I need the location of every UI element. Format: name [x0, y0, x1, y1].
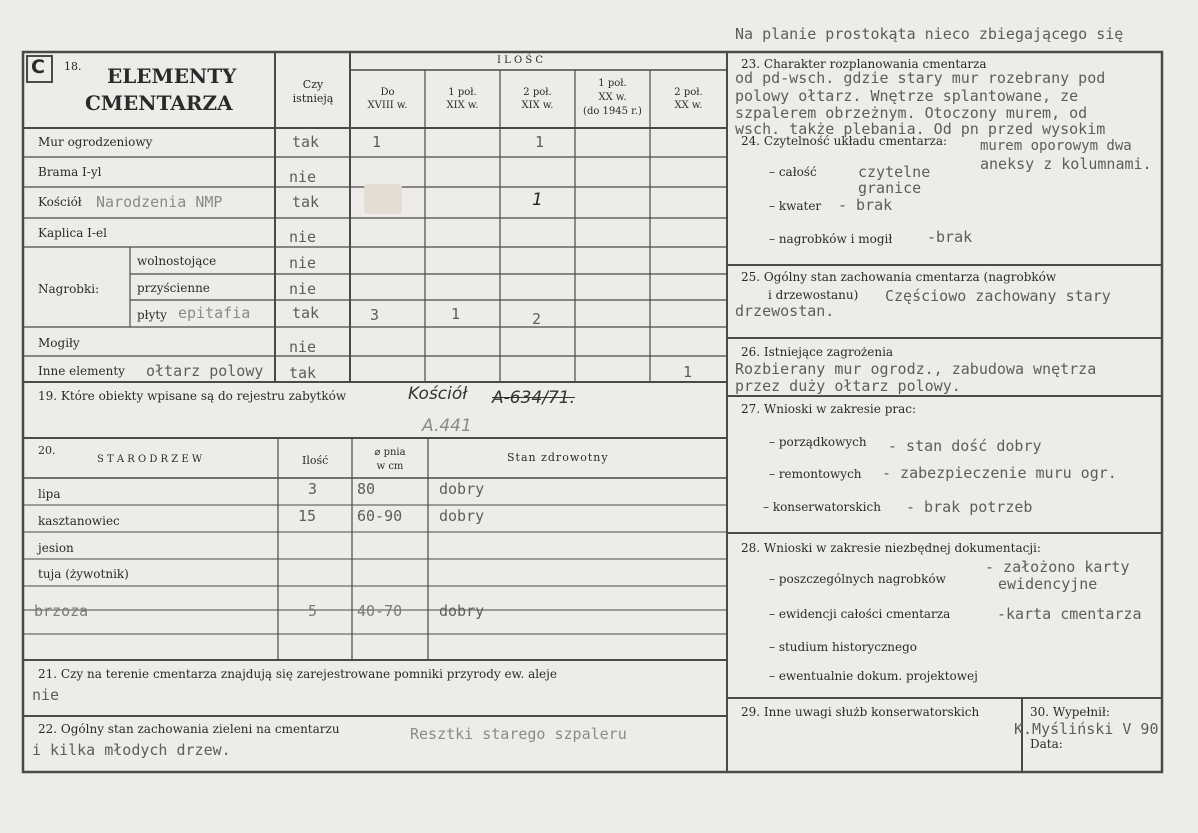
period-2: 2 poł. XIX w.: [521, 87, 554, 111]
row-przys-label: przyścienne: [137, 281, 210, 295]
q24-whole: – całość: [769, 165, 817, 179]
q19-hand-2: A-634/71.: [492, 388, 575, 408]
tree-row-0-qty: 3: [308, 480, 318, 498]
row-brama-exists: nie: [289, 168, 317, 186]
q24-graves: – nagrobków i mogił: [769, 232, 893, 246]
q28-p2: – ewidencji całości cmentarza: [769, 607, 951, 621]
trees-col-qty: Ilość: [302, 454, 329, 467]
q26-answer-2: przez duży ołtarz polowy.: [735, 377, 961, 395]
tree-row-1-qty: 15: [298, 507, 317, 525]
row-plyty-v0: 3: [370, 306, 380, 324]
q27-p3: – konserwatorskich: [763, 500, 881, 514]
period-0: Do XVIII w.: [367, 87, 408, 111]
section-18-number: 18.: [64, 60, 82, 73]
row-plyty-v2: 2: [532, 310, 542, 328]
q24-label: 24. Czytelność układu cmentarza:: [741, 134, 948, 148]
row-inne-label: Inne elementy: [38, 364, 125, 378]
row-nagrobki-label: Nagrobki:: [38, 282, 100, 296]
row-przys-exists: nie: [289, 280, 317, 298]
row-mogily-exists: nie: [289, 338, 317, 356]
period-3: 1 poł. XX w. (do 1945 r.): [583, 78, 642, 117]
q22-label: 22. Ogólny stan zachowania zieleni na cmentarzu: [38, 722, 340, 736]
q23-line-5: murem oporowym dwa: [980, 138, 1132, 154]
q25-label-2: i drzewostanu): [768, 288, 859, 302]
q23-line-2: polowy ołtarz. Wnętrze splantowane, ze: [735, 87, 1079, 105]
q24-graves-a: -brak: [927, 228, 973, 246]
tree-row-1-name: kasztanowiec: [38, 514, 120, 528]
row-plyty-label: płyty: [137, 308, 167, 322]
row-kosciol-label: Kościół: [38, 195, 82, 209]
q20-number: 20.: [38, 444, 56, 457]
tree-row-1-diam: 60-90: [357, 507, 403, 525]
trees-col-diam: ⌀ pnia w cm: [374, 447, 406, 472]
row-wolno-label: wolnostojące: [137, 254, 217, 268]
row-inne-v4: 1: [683, 363, 693, 381]
q28-p3: – studium historycznego: [769, 640, 918, 654]
tree-row-4-qty: 5: [308, 602, 318, 620]
q24-whole-a1: czytelne: [858, 163, 931, 181]
q19-hand-3: A.441: [422, 416, 472, 436]
q25-label: 25. Ogólny stan zachowania cmentarza (nagrobków: [741, 270, 1057, 284]
q22-answer-1: Resztki starego szpaleru: [410, 725, 627, 743]
q27-a2: - zabezpieczenie muru ogr.: [882, 464, 1117, 482]
q23-line-6: aneksy z kolumnami.: [980, 155, 1152, 173]
row-mur-v0: 1: [372, 133, 382, 151]
trees-col-state: Stan zdrowotny: [507, 451, 609, 464]
q30-date: Data:: [1030, 737, 1063, 751]
row-plyty-name: epitafia: [178, 304, 251, 322]
q24-whole-a2: granice: [858, 179, 922, 197]
row-mogily-label: Mogiły: [38, 336, 80, 350]
row-mur-exists: tak: [292, 133, 320, 151]
q25-answer-2: drzewostan.: [735, 302, 835, 320]
q22-answer-2: i kilka młodych drzew.: [32, 741, 231, 759]
period-4: 2 poł. XX w.: [674, 87, 703, 111]
col-exists-header: Czy istnieją: [292, 78, 334, 105]
row-mur-v2: 1: [535, 133, 545, 151]
q21-answer: nie: [32, 686, 60, 704]
card-letter: C: [31, 56, 45, 78]
q29-label: 29. Inne uwagi służb konserwatorskich: [741, 705, 980, 719]
tree-row-3-name: tuja (żywotnik): [38, 567, 129, 581]
q23-line-1: od pd-wsch. gdzie stary mur rozebrany pod: [735, 69, 1106, 87]
period-1: 1 poł. XIX w.: [446, 87, 479, 111]
top-note: Na planie prostokąta nieco zbiegającego się: [735, 25, 1124, 43]
q28-p4: – ewentualnie dokum. projektowej: [769, 669, 978, 683]
q27-p1: – porządkowych: [769, 435, 867, 449]
tree-row-4-diam: 40-70: [357, 602, 403, 620]
paper-patch: [364, 184, 402, 214]
q27-label: 27. Wnioski w zakresie prac:: [741, 402, 917, 416]
q30-name: K.Myśliński V 90: [1014, 720, 1159, 738]
q28-p1: – poszczególnych nagrobków: [769, 572, 946, 586]
trees-title: S T A R O D R Z E W: [97, 454, 203, 465]
row-kaplica-exists: nie: [289, 228, 317, 246]
q19-label: 19. Które obiekty wpisane są do rejestru zabytków: [38, 389, 347, 403]
q28-a1b: ewidencyjne: [998, 575, 1098, 593]
tree-row-0-name: lipa: [38, 487, 61, 501]
q27-a1: - stan dość dobry: [888, 437, 1042, 455]
q28-a2: -karta cmentarza: [997, 605, 1142, 623]
q30-label: 30. Wypełnił:: [1030, 705, 1110, 719]
q28-label: 28. Wnioski w zakresie niezbędnej dokumentacji:: [741, 541, 1041, 555]
row-plyty-exists: tak: [292, 304, 320, 322]
row-inne-exists: tak: [289, 364, 317, 382]
q24-quarters: – kwater: [769, 199, 822, 213]
row-kaplica-label: Kaplica I-el: [38, 226, 107, 240]
elements-title-1: ELEMENTY: [107, 64, 237, 88]
row-plyty-v1: 1: [451, 305, 461, 323]
row-kosciol-v2: 1: [532, 190, 543, 210]
row-inne-name: ołtarz polowy: [146, 362, 264, 380]
q27-a3: - brak potrzeb: [906, 498, 1033, 516]
q25-answer-1: Częściowo zachowany stary: [885, 287, 1111, 305]
q26-label: 26. Istniejące zagrożenia: [741, 345, 894, 359]
q19-hand-1: Kościół: [408, 384, 468, 404]
row-mur-label: Mur ogrodzeniowy: [38, 135, 153, 149]
tree-row-2-name: jesion: [38, 541, 74, 555]
q23-line-4: wsch. także plebania. Od pn przed wysokim: [735, 120, 1106, 138]
tree-row-4-state: dobry: [439, 602, 485, 620]
row-wolno-exists: nie: [289, 254, 317, 272]
row-kosciol-name: Narodzenia NMP: [96, 193, 223, 211]
q28-a1a: - założono karty: [985, 558, 1130, 576]
tree-row-0-state: dobry: [439, 480, 485, 498]
row-brama-label: Brama I-yl: [38, 165, 102, 179]
tree-row-4-name: brzoza: [34, 602, 89, 620]
elements-title-2: CMENTARZA: [85, 91, 233, 115]
q21-label: 21. Czy na terenie cmentarza znajdują się zarejestrowane pomniki przyrody ew. aleje: [38, 667, 557, 681]
tree-row-1-state: dobry: [439, 507, 485, 525]
q26-answer-1: Rozbierany mur ogrodz., zabudowa wnętrza: [735, 360, 1097, 378]
q27-p2: – remontowych: [769, 467, 862, 481]
q23-label: 23. Charakter rozplanowania cmentarza: [741, 57, 987, 71]
tree-row-0-diam: 80: [357, 480, 376, 498]
q24-quarters-a: - brak: [838, 196, 893, 214]
row-kosciol-exists: tak: [292, 193, 320, 211]
q23-line-3: szpalerem obrzeżnym. Otoczony murem, od: [735, 104, 1088, 122]
col-qty-header: I L O Ś C: [497, 55, 544, 66]
